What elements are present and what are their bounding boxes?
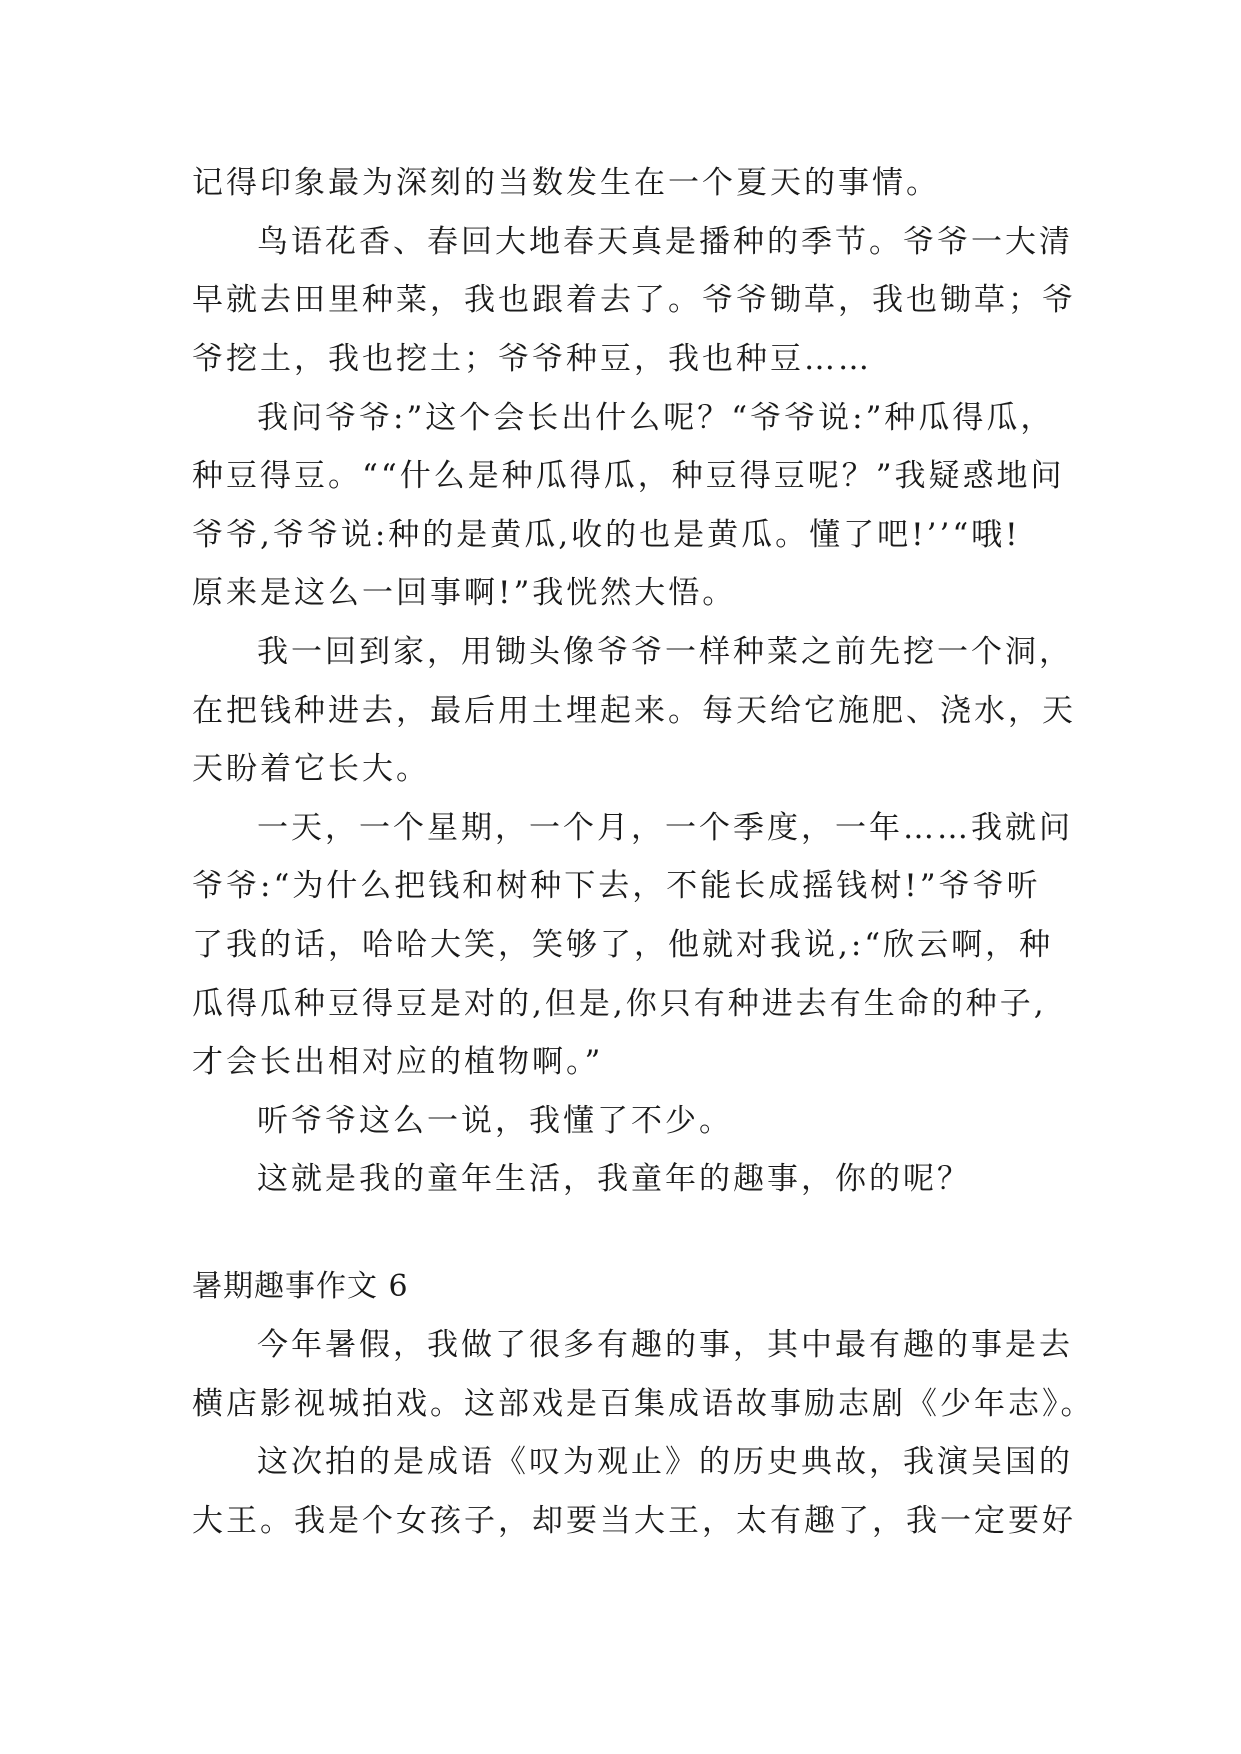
text-line: 才会长出相对应的植物啊。” [192, 1044, 604, 1080]
text-line: 天盼着它长大。 [192, 751, 430, 787]
text-line: 了我的话，哈哈大笑，笑够了，他就对我说,:“欣云啊，种 [192, 927, 1054, 963]
text-line: 爷挖土，我也挖土；爷爷种豆，我也种豆…… [192, 341, 872, 377]
text-line: 早就去田里种菜，我也跟着去了。爷爷锄草，我也锄草；爷 [192, 282, 1076, 318]
text-line: 种豆得豆。““什么是种瓜得瓜，种豆得豆呢？”我疑惑地问 [192, 458, 1065, 494]
text-line: 鸟语花香、春回大地春天真是播种的季节。爷爷一大清 [257, 224, 1073, 260]
text-line: 我一回到家，用锄头像爷爷一样种菜之前先挖一个洞， [257, 634, 1073, 670]
section-heading: 暑期趣事作文 6 [192, 1269, 409, 1304]
text-line: 这就是我的童年生活，我童年的趣事，你的呢？ [257, 1161, 971, 1197]
text-line: 爷爷,爷爷说:种的是黄瓜,收的也是黄瓜。懂了吧!’’“哦! [192, 517, 1021, 553]
text-line: 大王。我是个女孩子，却要当大王，太有趣了，我一定要好 [192, 1503, 1076, 1539]
text-line: 这次拍的是成语《叹为观止》的历史典故，我演吴国的 [257, 1444, 1073, 1480]
text-line: 今年暑假，我做了很多有趣的事，其中最有趣的事是去 [257, 1327, 1073, 1363]
text-line: 瓜得瓜种豆得豆是对的,但是,你只有种进去有生命的种子, [192, 986, 1047, 1022]
text-line: 记得印象最为深刻的当数发生在一个夏天的事情。 [192, 165, 940, 201]
text-line: 一天，一个星期，一个月，一个季度，一年……我就问 [257, 810, 1073, 846]
text-line: 在把钱种进去，最后用土埋起来。每天给它施肥、浇水，天 [192, 693, 1076, 729]
text-line: 听爷爷这么一说，我懂了不少。 [257, 1103, 733, 1139]
text-line: 原来是这么一回事啊!”我恍然大悟。 [192, 575, 737, 611]
text-line: 我问爷爷:”这个会长出什么呢？“爷爷说:”种瓜得瓜， [257, 400, 1055, 436]
text-line: 爷爷:“为什么把钱和树种下去，不能长成摇钱树!”爷爷听 [192, 868, 1041, 904]
text-line: 横店影视城拍戏。这部戏是百集成语故事励志剧《少年志》。 [192, 1386, 1095, 1422]
